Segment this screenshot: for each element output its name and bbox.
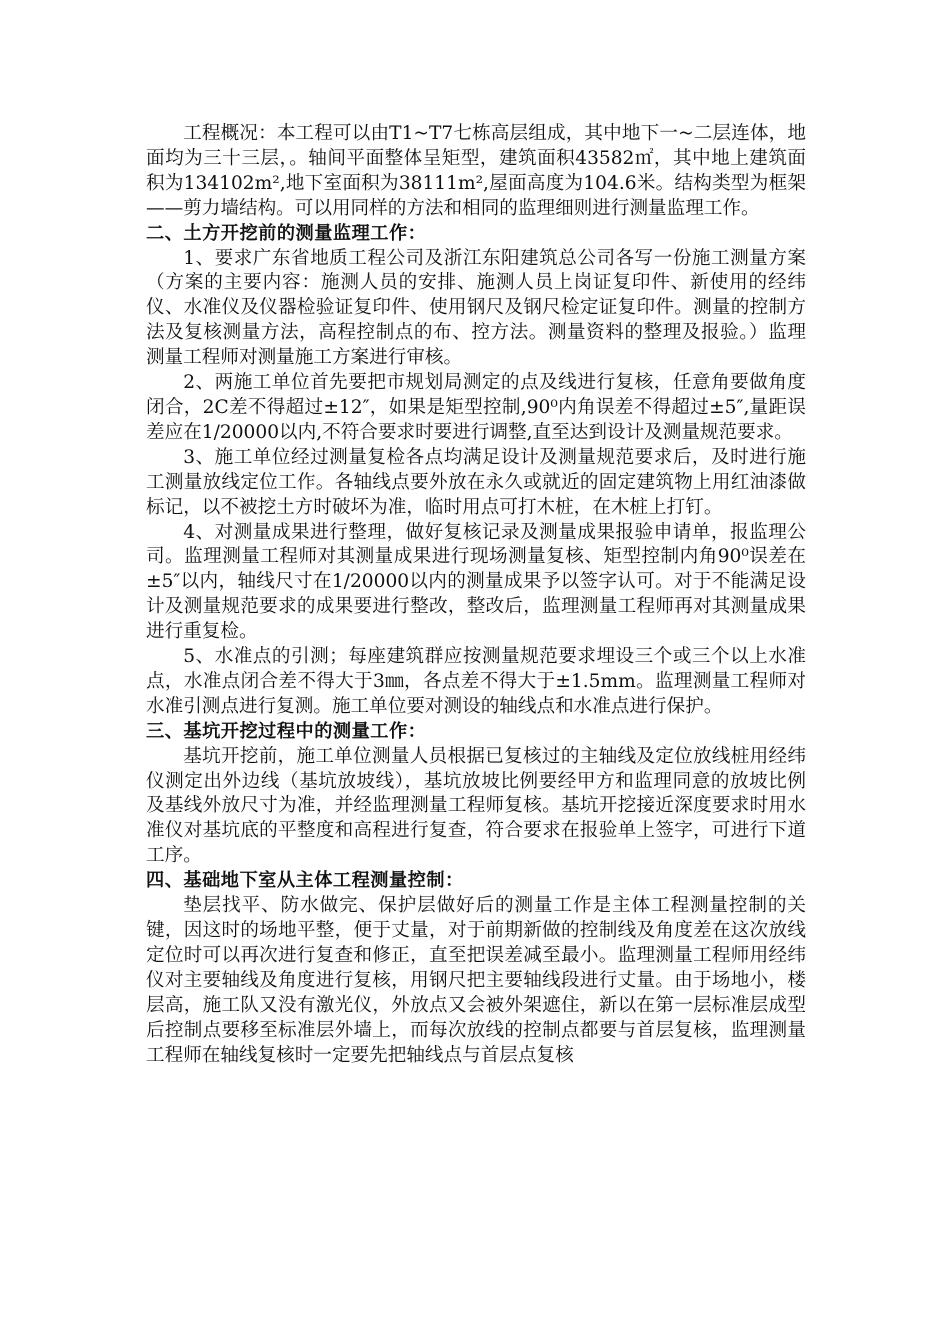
section2-paragraph-4: 4、对测量成果进行整理，做好复核记录及测量成果报验申请单，报监理公司。监理测量工程师对其测量成果进行现场测量复核、矩型控制内角90⁰误差在±5″以内，轴线尺寸在1/20000以内的测量成果予以签字认可。对于不能满足设计及测量规范要求的成果要进行整改，整改后，监理测量工程师再对其测量成果进行重复检。 [146,521,806,643]
section2-paragraph-5: 5、水准点的引测；每座建筑群应按测量规范要求埋设三个或三个以上水准点，水准点闭合差不得大于3㎜，各点差不得大于±1.5mm。监理测量工程师对水准引测点进行复测。施工单位要对测设的轴线点和水准点进行保护。 [146,646,806,717]
section-heading-2: 二、土方开挖前的测量监理工作： [146,222,427,244]
section2-paragraph-3: 3、施工单位经过测量复检各点均满足设计及测量规范要求后，及时进行施工测量放线定位工作。各轴线点要外放在永久或就近的固定建筑物上用红油漆做标记，以不被挖土方时破坏为准，临时用点可打木桩，在木桩上打钉。 [146,446,806,518]
section-heading-3: 三、基坑开挖过程中的测量工作： [146,720,427,742]
section-heading-4: 四、基础地下室从主体工程测量控制： [146,870,464,892]
section4-paragraph-1: 垫层找平、防水做完、保护层做好后的测量工作是主体工程测量控制的关键，因这时的场地平整，便于丈量，对于前期新做的控制线及角度差在这次放线定位时可以再次进行复查和修正，直至把误差减至最小。监理测量工程师用经纬仪对主要轴线及角度进行复核，用钢尺把主要轴线段进行丈量。由于场地小，楼层高，施工队又没有激光仪，外放点又会被外架遮住，新以在第一层标准层成型后控制点要移至标准层外墙上，而每次放线的控制点都要与首层复核，监理测量工程师在轴线复核时一定要先把轴线点与首层点复核 [146,895,806,1066]
intro-paragraph: 工程概况：本工程可以由T1~T7七栋高层组成，其中地下一~二层连体，地面均为三十三层，。轴间平面整体呈矩型，建筑面积43582㎡，其中地上建筑面积为134102m²,地下室面积为38111m²,屋面高度为104.6米。结构类型为框架——剪力墙结构。可以用同样的方法和相同的监理细则进行测量监理工作。 [146,123,806,219]
document-body [146,122,806,1068]
section2-paragraph-1: 1、要求广东省地质工程公司及浙江东阳建筑总公司各写一份施工测量方案（方案的主要内容：施测人员的安排、施测人员上岗证复印件、新使用的经纬仪、水准仪及仪器检验证复印件、使用钢尺及钢尺检定证复印件。测量的控制方法及复核测量方法，高程控制点的布、控方法。测量资料的整理及报验。）监理测量工程师对测量施工方案进行审核。 [146,247,806,369]
section2-paragraph-2: 2、两施工单位首先要把市规划局测定的点及线进行复核，任意角要做角度闭合，2C差不得超过±12″，如果是矩型控制,90⁰内角误差不得超过±5″,量距误差应在1/20000以内,不符合要求时要进行调整,直至达到设计及测量规范要求。 [146,372,806,443]
section3-paragraph-1: 基坑开挖前，施工单位测量人员根据已复核过的主轴线及定位放线桩用经纬仪测定出外边线（基坑放坡线），基坑放坡比例要经甲方和监理同意的放坡比例及基线外放尺寸为准，并经监理测量工程师复核。基坑开挖接近深度要求时用水准仪对基坑底的平整度和高程进行复查，符合要求在报验单上签字，可进行下道工序。 [146,745,806,867]
